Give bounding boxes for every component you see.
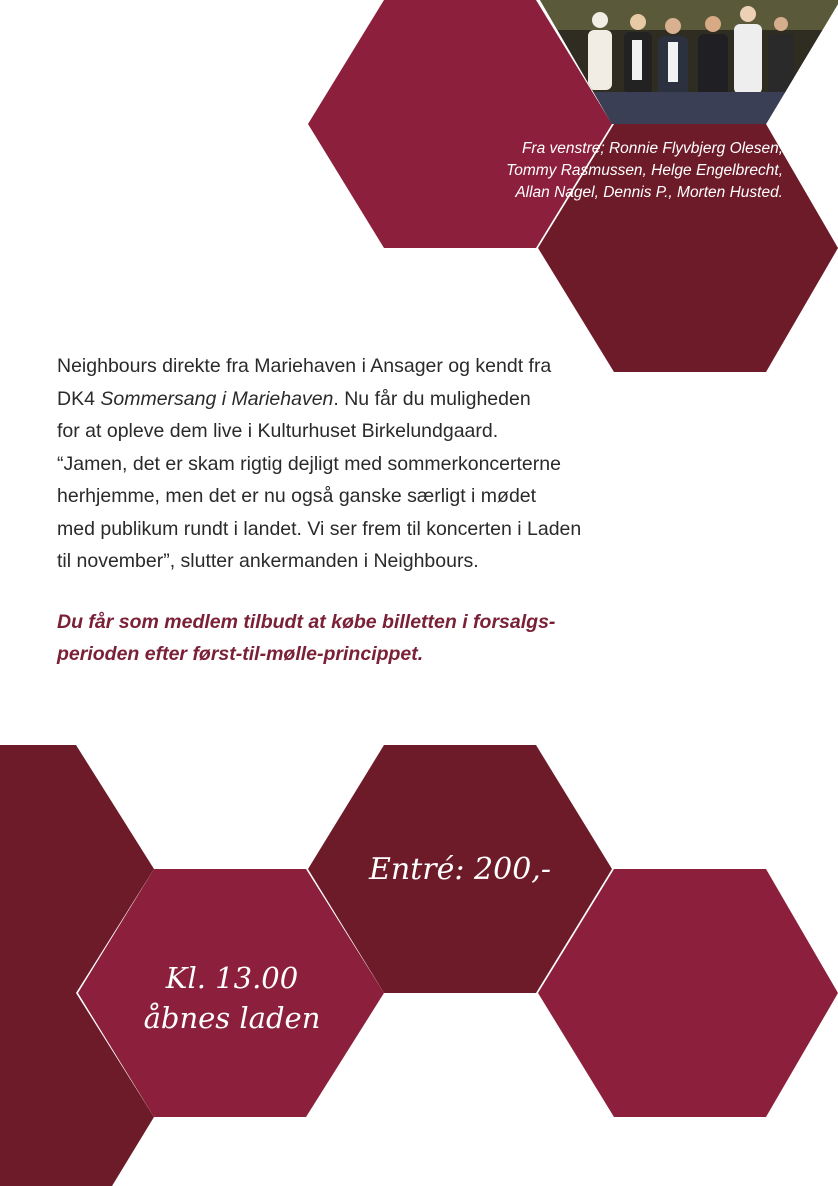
opening-time-line: åbnes laden (143, 1001, 321, 1035)
show-title: Sommersang i Mariehaven (100, 387, 334, 410)
article-line: herhjemme, men det er nu også ganske særligt i mødet (57, 485, 537, 507)
article-line: “Jamen, det er skam rigtig dejligt med sommerkoncerterne (57, 452, 561, 475)
article-body (57, 350, 647, 578)
article-line: med publikum rundt i landet. Vi ser frem til koncerten i Laden (57, 517, 582, 540)
offer-line: Du får som medlem tilbudt at købe billetten i forsalgs- (57, 611, 556, 633)
caption-line: Tommy Rasmussen, Helge Engelbrecht, (506, 162, 783, 179)
article-text: . Nu får du muligheden (333, 387, 531, 410)
article-line: til november”, slutter ankermanden i Neighbours. (57, 550, 479, 572)
photo-caption (423, 138, 783, 204)
article-line: Neighbours direkte fra Mariehaven i Ansager og kendt fra (57, 355, 552, 377)
opening-time-line: Kl. 13.00 (165, 961, 299, 995)
article-line: for at opleve dem live i Kulturhuset Birkelundgaard. (57, 420, 499, 442)
member-offer (57, 606, 657, 670)
article-text: DK4 (57, 387, 101, 410)
opening-time (82, 958, 382, 1038)
caption-line: Fra venstre; Ronnie Flyvbjerg Olesen, (521, 140, 783, 157)
offer-line: perioden efter først-til-mølle-princippet. (57, 643, 424, 665)
entrance-price: Entré: 200,- (369, 852, 551, 887)
article-line (57, 383, 647, 416)
caption-line: Allan Nagel, Dennis P., Morten Husted. (515, 184, 783, 201)
